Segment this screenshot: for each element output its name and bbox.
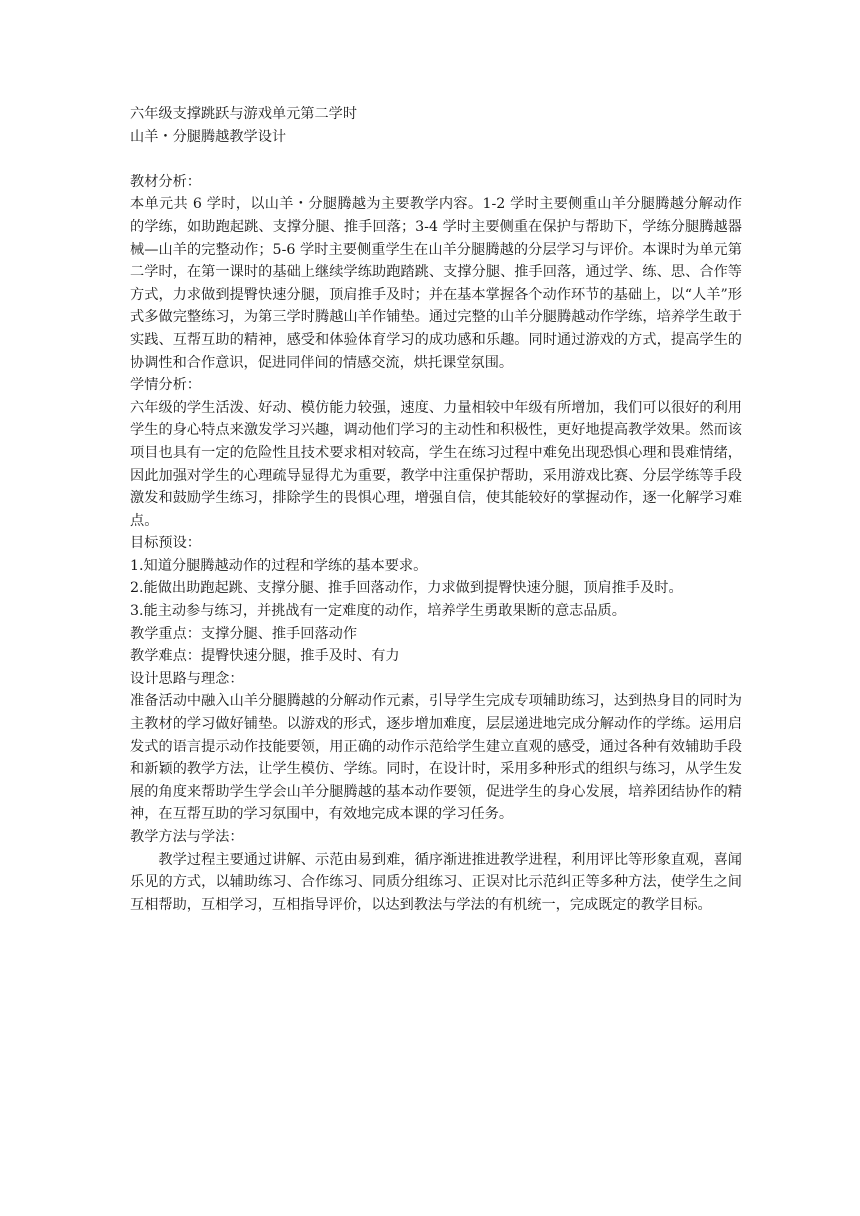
goals-heading: 目标预设： bbox=[130, 535, 201, 552]
design-concept-heading: 设计思路与理念： bbox=[130, 670, 244, 687]
document-title-line-1: 六年级支撑跳跃与游戏单元第二学时 bbox=[130, 106, 358, 122]
goal-item-2: 2.能做出助跑起跳、支撑分腿、推手回落动作，力求做到提臀快速分腿，顶肩推手及时。 bbox=[130, 580, 683, 597]
teaching-method-heading: 教学方法与学法： bbox=[130, 829, 244, 845]
document-title-line-2: 山羊・分腿腾越教学设计 bbox=[130, 128, 287, 145]
design-concept-body: 准备活动中融入山羊分腿腾越的分解动作元素，引导学生完成专项辅助练习，达到热身目的同时为主教材的学习做好铺垫。以游戏的形式，逐步增加难度，层层递进地完成分解动作的学练。运用启发式的语言提示动作技能要领，用正确的动作示范给学生建立直观的感受，通过各种有效辅助手段和新颖的教学方法，让学生模仿、学练。同时，在设计时，采用多种形式的组织与练习，从学生发展的角度来帮助学生学会山羊分腿腾越的基本动作要领，促进学生的身心发展，培养团结协作的精神，在互帮互助的学习氛围中，有效地完成本课的学习任务。 bbox=[130, 693, 742, 823]
material-analysis-body: 本单元共 6 学时，以山羊・分腿腾越为主要教学内容。1-2 学时主要侧重山羊分腿腾越分解动作的学练，如助跑起跳、支撑分腿、推手回落；3-4 学时主要侧重在保护与帮助下，学练分腿腾越器械—山羊的完整动作；5-6 学时主要侧重学生在山羊分腿腾越的分层学习与评价。本课时为单元第二学时，在第一课时的基础上继续学练助跑踏跳、支撑分腿、推手回落，通过学、练、思、合作等方式，力求做到提臀快速分腿，顶肩推手及时；并在基本掌握各个动作环节的基础上，以“人羊”形式多做完整练习，为第三学时腾越山羊作铺垫。通过完整的山羊分腿腾越动作学练，培养学生敢于实践、互帮互助的精神，感受和体验体育学习的成功感和乐趣。同时通过游戏的方式，提高学生的协调性和合作意识，促进同伴间的情感交流，烘托课堂氛围。 bbox=[130, 196, 742, 371]
document-page bbox=[130, 103, 742, 916]
teaching-difficulty: 教学难点：提臀快速分腿，推手及时、有力 bbox=[130, 648, 400, 665]
student-analysis-heading: 学情分析： bbox=[130, 377, 201, 394]
goal-item-1: 1.知道分腿腾越动作的过程和学练的基本要求。 bbox=[130, 557, 428, 574]
blank-line bbox=[130, 148, 742, 171]
material-analysis-heading: 教材分析： bbox=[130, 173, 201, 190]
goal-item-3: 3.能主动参与练习，并挑战有一定难度的动作，培养学生勇敢果断的意志品质。 bbox=[130, 603, 626, 620]
teaching-method-body: 教学过程主要通过讲解、示范由易到难，循序渐进推进教学进程，利用评比等形象直观，喜闻乐见的方式，以辅助练习、合作练习、同质分组练习、正误对比示范纠正等多种方法，使学生之间互相帮助，互相学习，互相指导评价，以达到教法与学法的有机统一，完成既定的教学目标。 bbox=[130, 851, 742, 913]
teaching-key-point: 教学重点：支撑分腿、推手回落动作 bbox=[130, 625, 358, 642]
student-analysis-body: 六年级的学生活泼、好动、模仿能力较强，速度、力量相较中年级有所增加，我们可以很好的利用学生的身心特点来激发学习兴趣，调动他们学习的主动性和积极性，更好地提高教学效果。然而该项目也具有一定的危险性且技术要求相对较高，学生在练习过程中难免出现恐惧心理和畏难情绪，因此加强对学生的心理疏导显得尤为重要，教学中注重保护帮助，采用游戏比赛、分层学练等手段激发和鼓励学生练习，排除学生的畏惧心理，增强自信，使其能较好的掌握动作，逐一化解学习难点。 bbox=[130, 399, 742, 529]
